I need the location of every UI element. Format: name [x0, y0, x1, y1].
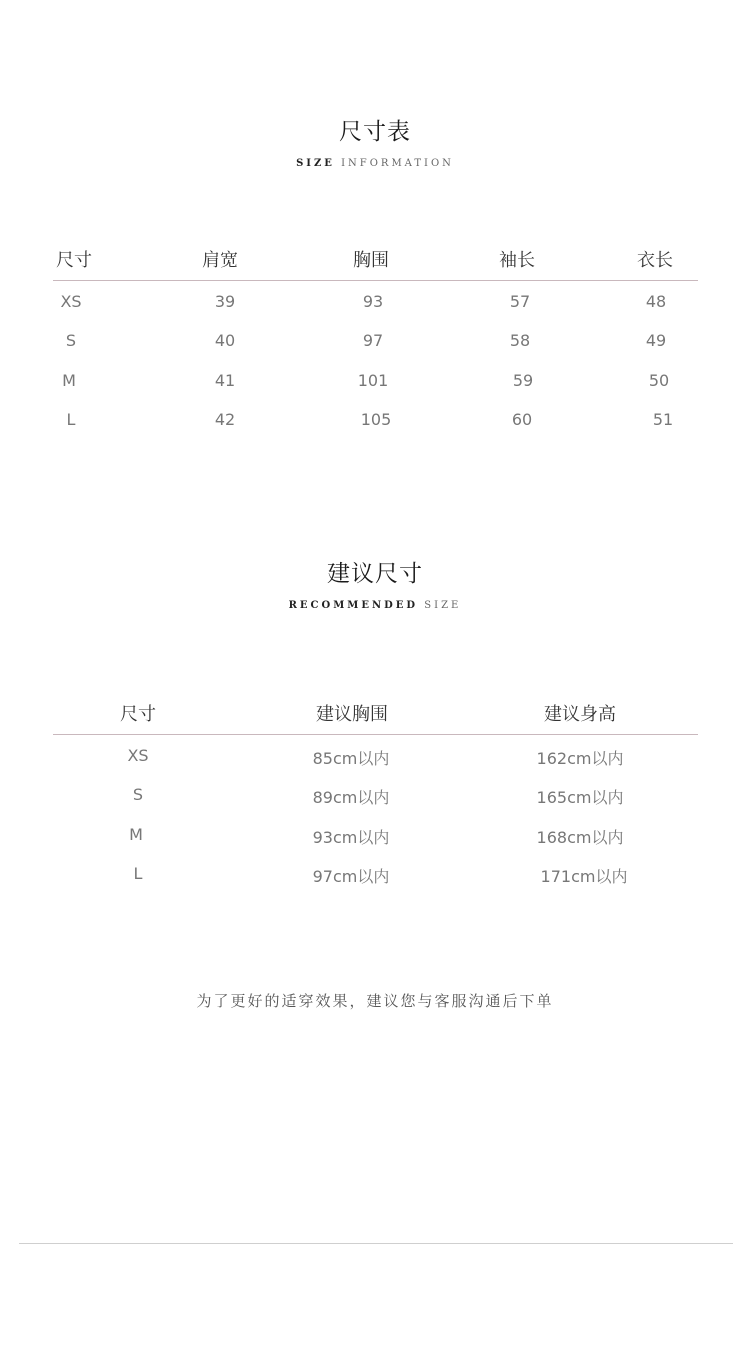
- chest-cell: 97cm以内: [312, 866, 390, 886]
- recommended-table: [53, 694, 698, 892]
- table-row: [53, 399, 698, 438]
- shoulder-cell: 40: [214, 331, 236, 351]
- chest-cell: 105: [360, 409, 392, 429]
- size-cell: XS: [60, 292, 82, 311]
- height-cell: 162cm以内: [536, 749, 624, 768]
- table-row: [53, 853, 698, 892]
- recommended-subtitle: [0, 600, 750, 611]
- size-table-header: [53, 240, 698, 281]
- size-table-subtitle-strong: SIZE: [296, 158, 335, 169]
- size-table-col-size: 尺寸: [56, 250, 92, 271]
- chest-cell: 101: [357, 370, 389, 390]
- size-cell: M: [129, 824, 143, 844]
- length-cell: 50: [648, 370, 670, 390]
- sleeve-cell: 58: [509, 331, 531, 351]
- recommended-col-size: 尺寸: [120, 704, 156, 725]
- shoulder-cell: 39: [214, 292, 236, 311]
- table-row: [53, 735, 698, 774]
- height-cell: 165cm以内: [536, 788, 624, 808]
- height-cell: 168cm以内: [536, 827, 624, 847]
- recommended-subtitle-light: SIZE: [424, 600, 462, 611]
- recommended-table-header: [53, 694, 698, 735]
- size-table-subtitle-light: INFORMATION: [341, 158, 454, 169]
- sleeve-cell: 60: [511, 409, 533, 429]
- sleeve-cell: 57: [509, 292, 531, 311]
- recommended-col-height: 建议身高: [544, 704, 616, 725]
- table-row: [53, 814, 698, 853]
- size-table-title: 尺寸表: [339, 119, 411, 145]
- chest-cell: 97: [362, 331, 384, 351]
- chest-cell: 93: [362, 292, 384, 311]
- recommended-col-chest: 建议胸围: [316, 704, 388, 725]
- length-cell: 51: [652, 409, 674, 429]
- bottom-divider: [19, 1243, 733, 1244]
- length-cell: 48: [645, 292, 667, 311]
- advice-note: 为了更好的适穿效果，建议您与客服沟通后下单: [196, 992, 554, 1010]
- size-cell: XS: [127, 746, 149, 765]
- chest-cell: 89cm以内: [312, 788, 390, 808]
- size-cell: L: [66, 409, 76, 429]
- size-table-col-chest: 胸围: [353, 250, 389, 271]
- table-row: [53, 281, 698, 320]
- size-cell: L: [133, 863, 143, 883]
- size-table-col-length: 衣长: [637, 250, 673, 271]
- size-table-subtitle: [0, 158, 750, 169]
- recommended-subtitle-strong: RECOMMENDED: [288, 600, 419, 611]
- shoulder-cell: 42: [214, 409, 236, 429]
- size-table-col-sleeve: 袖长: [499, 250, 535, 271]
- chest-cell: 93cm以内: [312, 827, 390, 847]
- size-cell: S: [65, 331, 77, 351]
- chest-cell: 85cm以内: [312, 749, 390, 768]
- size-table-col-shoulder: 肩宽: [202, 250, 238, 271]
- table-row: [53, 360, 698, 399]
- length-cell: 49: [645, 331, 667, 351]
- table-row: [53, 320, 698, 359]
- shoulder-cell: 41: [214, 370, 236, 390]
- size-table: [53, 240, 698, 438]
- height-cell: 171cm以内: [540, 866, 628, 886]
- size-cell: M: [62, 370, 76, 390]
- recommended-title: 建议尺寸: [327, 561, 423, 587]
- table-row: [53, 774, 698, 813]
- size-cell: S: [132, 785, 144, 805]
- sleeve-cell: 59: [512, 370, 534, 390]
